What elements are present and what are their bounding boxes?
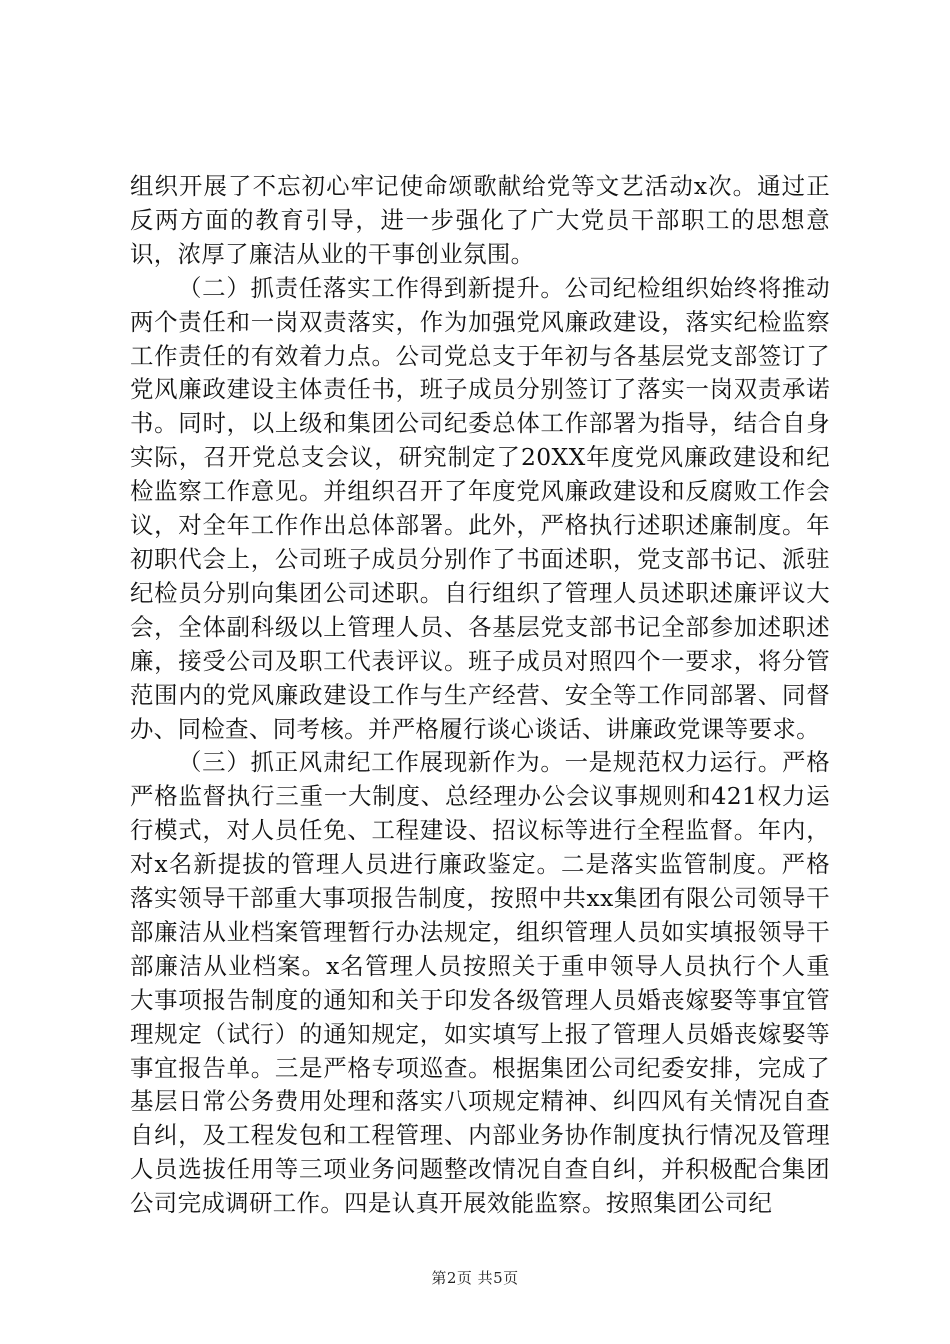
paragraph-3: （三）抓正风肃纪工作展现新作为。一是规范权力运行。严格严格监督执行三重一大制度、总经理办公会议事规则和421权力运行模式，对人员任免、工程建设、招议标等进行全程监督。年内，对x名新提拔的管理人员进行廉政鉴定。二是落实监管制度。严格落实领导干部重大事项报告制度，按照中共xx集团有限公司领导干部廉洁从业档案管理暂行办法规定，组织管理人员如实填报领导干部廉洁从业档案。x名管理人员按照关于重申领导人员执行个人重大事项报告制度的通知和关于印发各级管理人员婚丧嫁娶等事宜管理规定（试行）的通知规定，如实填写上报了管理人员婚丧嫁娶等事宜报告单。三是严格专项巡查。根据集团公司纪委安排，完成了基层日常公务费用处理和落实八项规定精神、纠四风有关情况自查自纠，及工程发包和工程管理、内部业务协作制度执行情况及管理人员选拔任用等三项业务问题整改情况自查自纠，并积极配合集团公司完成调研工作。四是认真开展效能监察。按照集团公司纪 [130,748,830,1218]
paragraph-1: 组织开展了不忘初心牢记使命颂歌献给党等文艺活动x次。通过正反两方面的教育引导，进一步强化了广大党员干部职工的思想意识，浓厚了廉洁从业的干事创业氛围。 [130,172,830,268]
paragraph-2: （二）抓责任落实工作得到新提升。公司纪检组织始终将推动两个责任和一岗双责落实，作为加强党风廉政建设，落实纪检监察工作责任的有效着力点。公司党总支于年初与各基层党支部签订了党风廉政建设主体责任书，班子成员分别签订了落实一岗双责承诺书。同时，以上级和集团公司纪委总体工作部署为指导，结合自身实际，召开党总支会议，研究制定了20XX年度党风廉政建设和纪检监察工作意见。并组织召开了年度党风廉政建设和反腐败工作会议，对全年工作作出总体部署。此外，严格执行述职述廉制度。年初职代会上，公司班子成员分别作了书面述职，党支部书记、派驻纪检员分别向集团公司述职。自行组织了管理人员述职述廉评议大会，全体副科级以上管理人员、各基层党支部书记全部参加述职述廉，接受公司及职工代表评议。班子成员对照四个一要求，将分管范围内的党风廉政建设工作与生产经营、安全等工作同部署、同督办、同检查、同考核。并严格履行谈心谈话、讲廉政党课等要求。 [130,273,830,743]
document-body [130,170,830,1221]
page-number-footer: 第2页 共5页 [431,1269,519,1287]
